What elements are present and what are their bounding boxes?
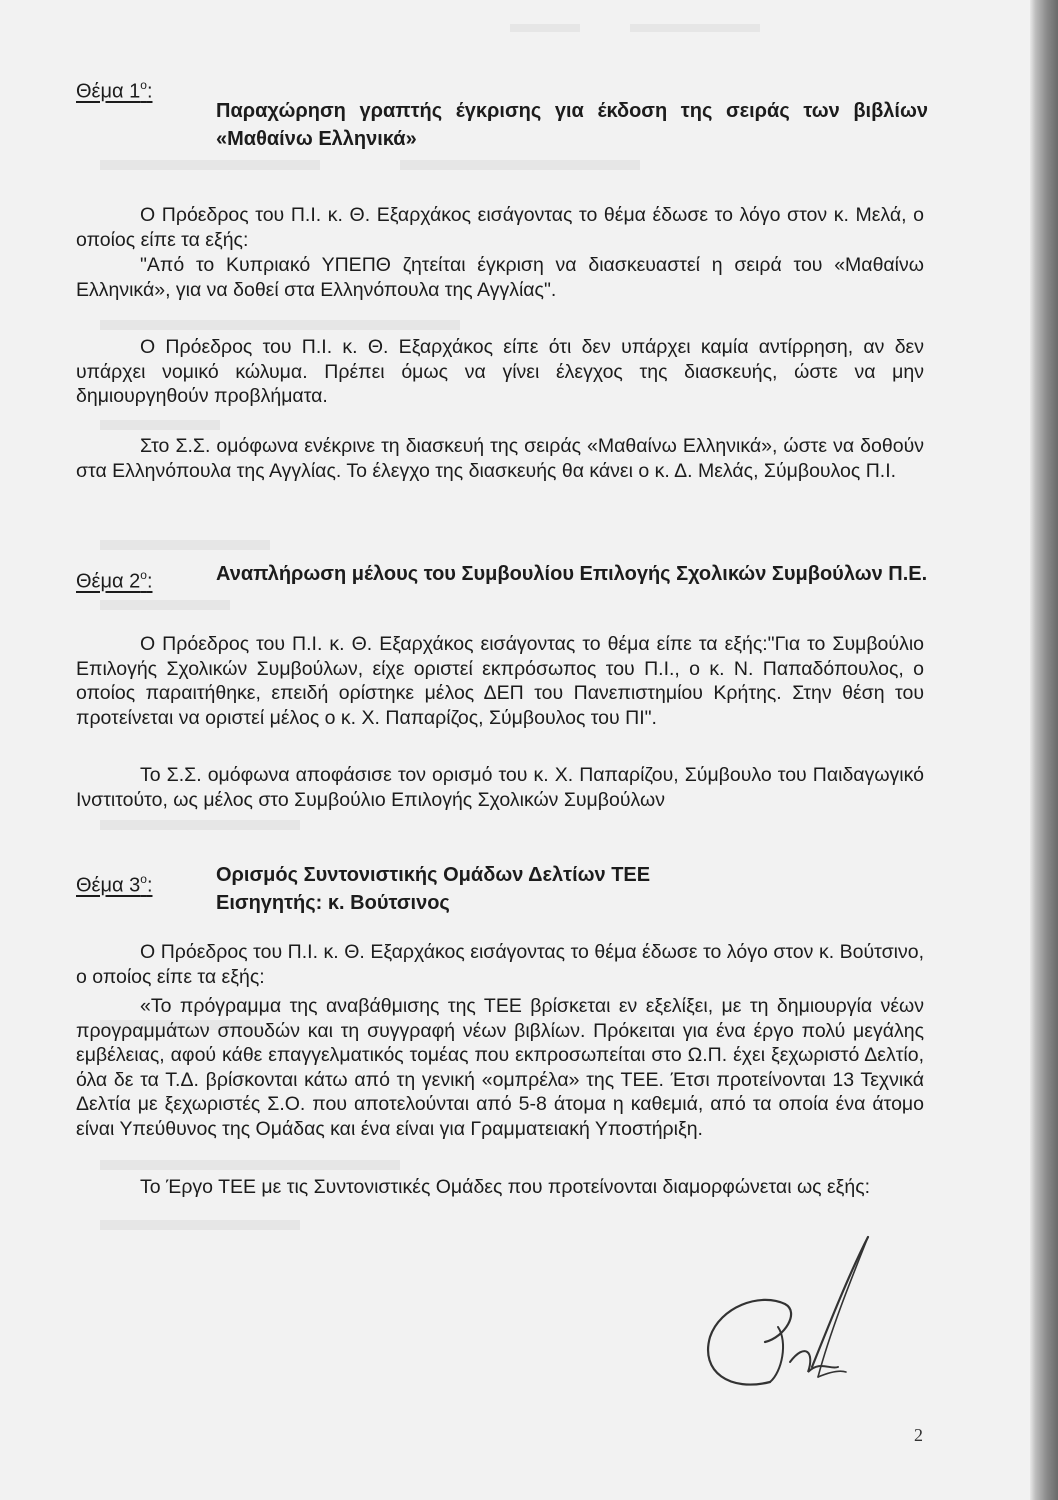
- section-2-paragraph: Ο Πρόεδρος του Π.Ι. κ. Θ. Εξαρχάκος εισάγοντας το θέμα είπε τα εξής:"Για το Συμβούλιο Επιλογής Σχολικών Συμβούλων, είχε οριστεί εκπρόσωπος του Π.Ι., ο κ. Ν. Παπαδόπουλος, ο οποίος παραιτήθηκε, επειδή ορίστηκε μέλος ΔΕΠ του Πανεπιστημίου Κρήτης. Στην θέση του προτείνεται να οριστεί μέλος ο κ. Χ. Παπαρίζος, Σύμβουλος του ΠΙ".: [76, 633, 924, 729]
- section-1-title: Παραχώρηση γραπτής έγκρισης για έκδοση της σειράς των βιβλίων «Μαθαίνω Ελληνικά»: [216, 100, 928, 150]
- section-3-title: [216, 862, 928, 917]
- section-3-paragraph: «Το πρόγραμμα της αναβάθμισης της ΤΕΕ βρίσκεται εν εξελίξει, με τη δημιουργία νέων προγραμμάτων σπουδών και τη συγγραφή νέων βιβλίων. Πρόκειται για ένα έργο πολύ μεγάλης εμβέλειας, αφού κάθε επαγγελματικός τομέας που εκπροσωπείται στο Ω.Π. έχει ξεχωριστό Δελτίο, όλα δε τα Τ.Δ. βρίσκονται κάτω από τη γενική «ομπρέλα» της ΤΕΕ. Έτσι προτείνονται 13 Τεχνικά Δελτία με ξεχωριστές Σ.Ο. που αποτελούνται από 5-8 άτομα η καθεμιά, από τα οποία ένα άτομο είναι Υπεύθυνος της Ομάδας και ένα είναι για Γραμματειακή Υποστήριξη.: [76, 995, 924, 1140]
- section-2-title: Αναπλήρωση μέλους του Συμβουλίου Επιλογής Σχολικών Συμβούλων Π.Ε.: [216, 563, 928, 585]
- section-1-paragraph: Ο Πρόεδρος του Π.Ι. κ. Θ. Εξαρχάκος εισάγοντας το θέμα έδωσε το λόγο στον κ. Μελά, ο οποίος είπε τα εξής:: [76, 204, 924, 251]
- section-3-rapporteur: Εισηγητής: κ. Βούτσινος: [216, 891, 450, 914]
- section-3-title-line: Ορισμός Συντονιστικής Ομάδων Δελτίων ΤΕΕ: [216, 864, 651, 886]
- section-1-paragraph: "Από το Κυπριακό ΥΠΕΠΘ ζητείται έγκριση να διασκευαστεί η σειρά του «Μαθαίνω Ελληνικά», για να δοθεί στα Ελληνόπουλα της Αγγλίας".: [76, 254, 924, 301]
- section-label: Θέμα $2^o$:: [76, 568, 153, 593]
- section-3-paragraph: Το Έργο ΤΕΕ με τις Συντονιστικές Ομάδες που προτείνονται διαμορφώνεται ως εξής:: [140, 1176, 871, 1198]
- signature: [690, 1232, 890, 1412]
- section-1-paragraph: Ο Πρόεδρος του Π.Ι. κ. Θ. Εξαρχάκος είπε ότι δεν υπάρχει καμία αντίρρηση, αν δεν υπάρχει νομικό κώλυμα. Πρέπει όμως να γίνει έλεγχος της διασκευής, ώστε να μην δημιουργηθούν προβλήματα.: [76, 336, 924, 408]
- page-number: 2: [914, 1425, 923, 1445]
- page-edge-shadow: [1030, 0, 1058, 1500]
- section-3-paragraph: Ο Πρόεδρος του Π.Ι. κ. Θ. Εξαρχάκος εισάγοντας το θέμα έδωσε το λόγο στον κ. Βούτσινο, ο οποίος είπε τα εξής:: [76, 941, 924, 988]
- section-1-paragraph: Στο Σ.Σ. ομόφωνα ενέκρινε τη διασκευή της σειράς «Μαθαίνω Ελληνικά», ώστε να δοθούν στα Ελληνόπουλα της Αγγλίας. Το έλεγχο της διασκευής θα κάνει ο κ. Δ. Μελάς, Σύμβουλος Π.Ι.: [76, 435, 924, 482]
- section-label: Θέμα $1^o$:: [76, 78, 153, 103]
- section-2-paragraph: Το Σ.Σ. ομόφωνα αποφάσισε τον ορισμό του κ. Χ. Παπαρίζου, Σύμβουλο του Παιδαγωγικό Ινστιτούτο, ως μέλος στο Συμβούλιο Επιλογής Σχολικών Συμβούλων: [76, 764, 924, 811]
- show-through: [510, 18, 770, 44]
- section-label: Θέμα $3^o$:: [76, 872, 153, 897]
